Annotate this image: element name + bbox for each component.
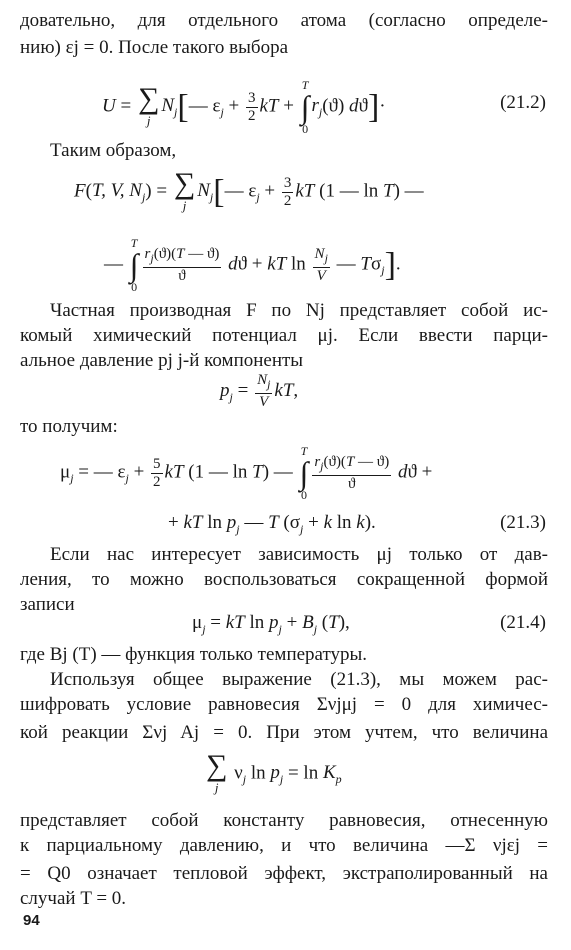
equation-body: U = ∑ j $N_j[—$ $\varepsilon_j$ + $\frac{3}{2}$ kT + T ∫ 0 $r_j(ϑ)$ dϑ]· bbox=[102, 78, 386, 136]
paragraph-line: записи bbox=[20, 594, 75, 615]
paragraph-line: нию) εj = 0. После такого выбора bbox=[20, 37, 289, 58]
paragraph-line: к парциальному давлению, и что величина —Σ νjεj = bbox=[20, 835, 548, 856]
page-number: 94 bbox=[23, 912, 40, 929]
paragraph-line: альное давление pj j-й компоненты bbox=[20, 350, 304, 371]
paragraph-line: представляет собой константу равновесия, отнесенную bbox=[20, 810, 548, 831]
equation-21-4 bbox=[20, 608, 548, 638]
equation-number: (21.2) bbox=[500, 92, 546, 113]
paragraph-line: то получим: bbox=[20, 416, 118, 437]
paragraph-line: где Bj (T) — функция только температуры. bbox=[20, 644, 368, 665]
paragraph-line: Частная производная F по Nj представляет собой ис- bbox=[50, 300, 548, 321]
paragraph-line: Используя общее выражение (21.3), мы можем рас- bbox=[50, 669, 548, 690]
equation-body: ∑ j $\nu_j$ $\ln p_j = \ln K_p$ bbox=[206, 749, 342, 795]
paragraph-line: случай T = 0. bbox=[20, 888, 127, 909]
paragraph-line: комый химический потенциал μj. Если ввести парци- bbox=[20, 325, 548, 346]
equation-equilibrium-constant bbox=[20, 746, 548, 806]
equation-body: $\mu_j$ = kT $\ln p_j + B_j$ (T), bbox=[192, 612, 350, 636]
paragraph-line: Если нас интересует зависимость μj только от дав- bbox=[50, 544, 548, 565]
equation-body: $p_j$ = $\frac{N_j}{V}$ kT, bbox=[220, 372, 299, 410]
paragraph-line: ления, то можно воспользоваться сокращенной формой bbox=[20, 569, 548, 590]
equation-number: (21.4) bbox=[500, 612, 546, 633]
equation-21-3-line1 bbox=[20, 436, 548, 504]
paragraph-line: = Q0 означает тепловой эффект, экстраполированный на bbox=[20, 863, 548, 884]
equation-body: F(T, V, $N_j$) = ∑ j $N_j[—$ $\varepsilon_j$ + $\frac{3}{2}$ kT (1 — ln T) — bbox=[74, 167, 424, 213]
paragraph-line: Таким образом, bbox=[50, 140, 177, 161]
equation-free-energy-line2 bbox=[20, 230, 548, 300]
equation-number: (21.3) bbox=[500, 512, 546, 533]
equation-body: — T ∫ 0 $\frac{r_j(ϑ)(T — ϑ)}{ϑ}$ dϑ + kT ln $\frac{N_j}{V}$ — $T\sigma_j$]. bbox=[104, 236, 401, 294]
paragraph-line: кой реакции Σνj Aj = 0. При этом учтем, что величина bbox=[20, 722, 548, 743]
paragraph-line: довательно, для отдельного атома (согласно определе- bbox=[20, 10, 548, 31]
equation-body: + kT $\ln p_j$ — T ($\sigma_j + k$ ln k). bbox=[168, 512, 376, 536]
equation-21-2 bbox=[20, 68, 548, 140]
equation-body: $\mu_j$ = — $\varepsilon_j$ + $\frac{5}{2}$ kT (1 — ln T) — T ∫ 0 $\frac{r_j(ϑ)(T — ϑ)}{ϑ}$ dϑ + bbox=[60, 444, 433, 502]
paragraph-line: шифровать условие равновесия Σνjμj = 0 для химичес- bbox=[20, 694, 548, 715]
equation-partial-pressure bbox=[20, 368, 548, 416]
equation-free-energy-line1 bbox=[20, 164, 548, 228]
equation-21-3-line2 bbox=[20, 508, 548, 538]
